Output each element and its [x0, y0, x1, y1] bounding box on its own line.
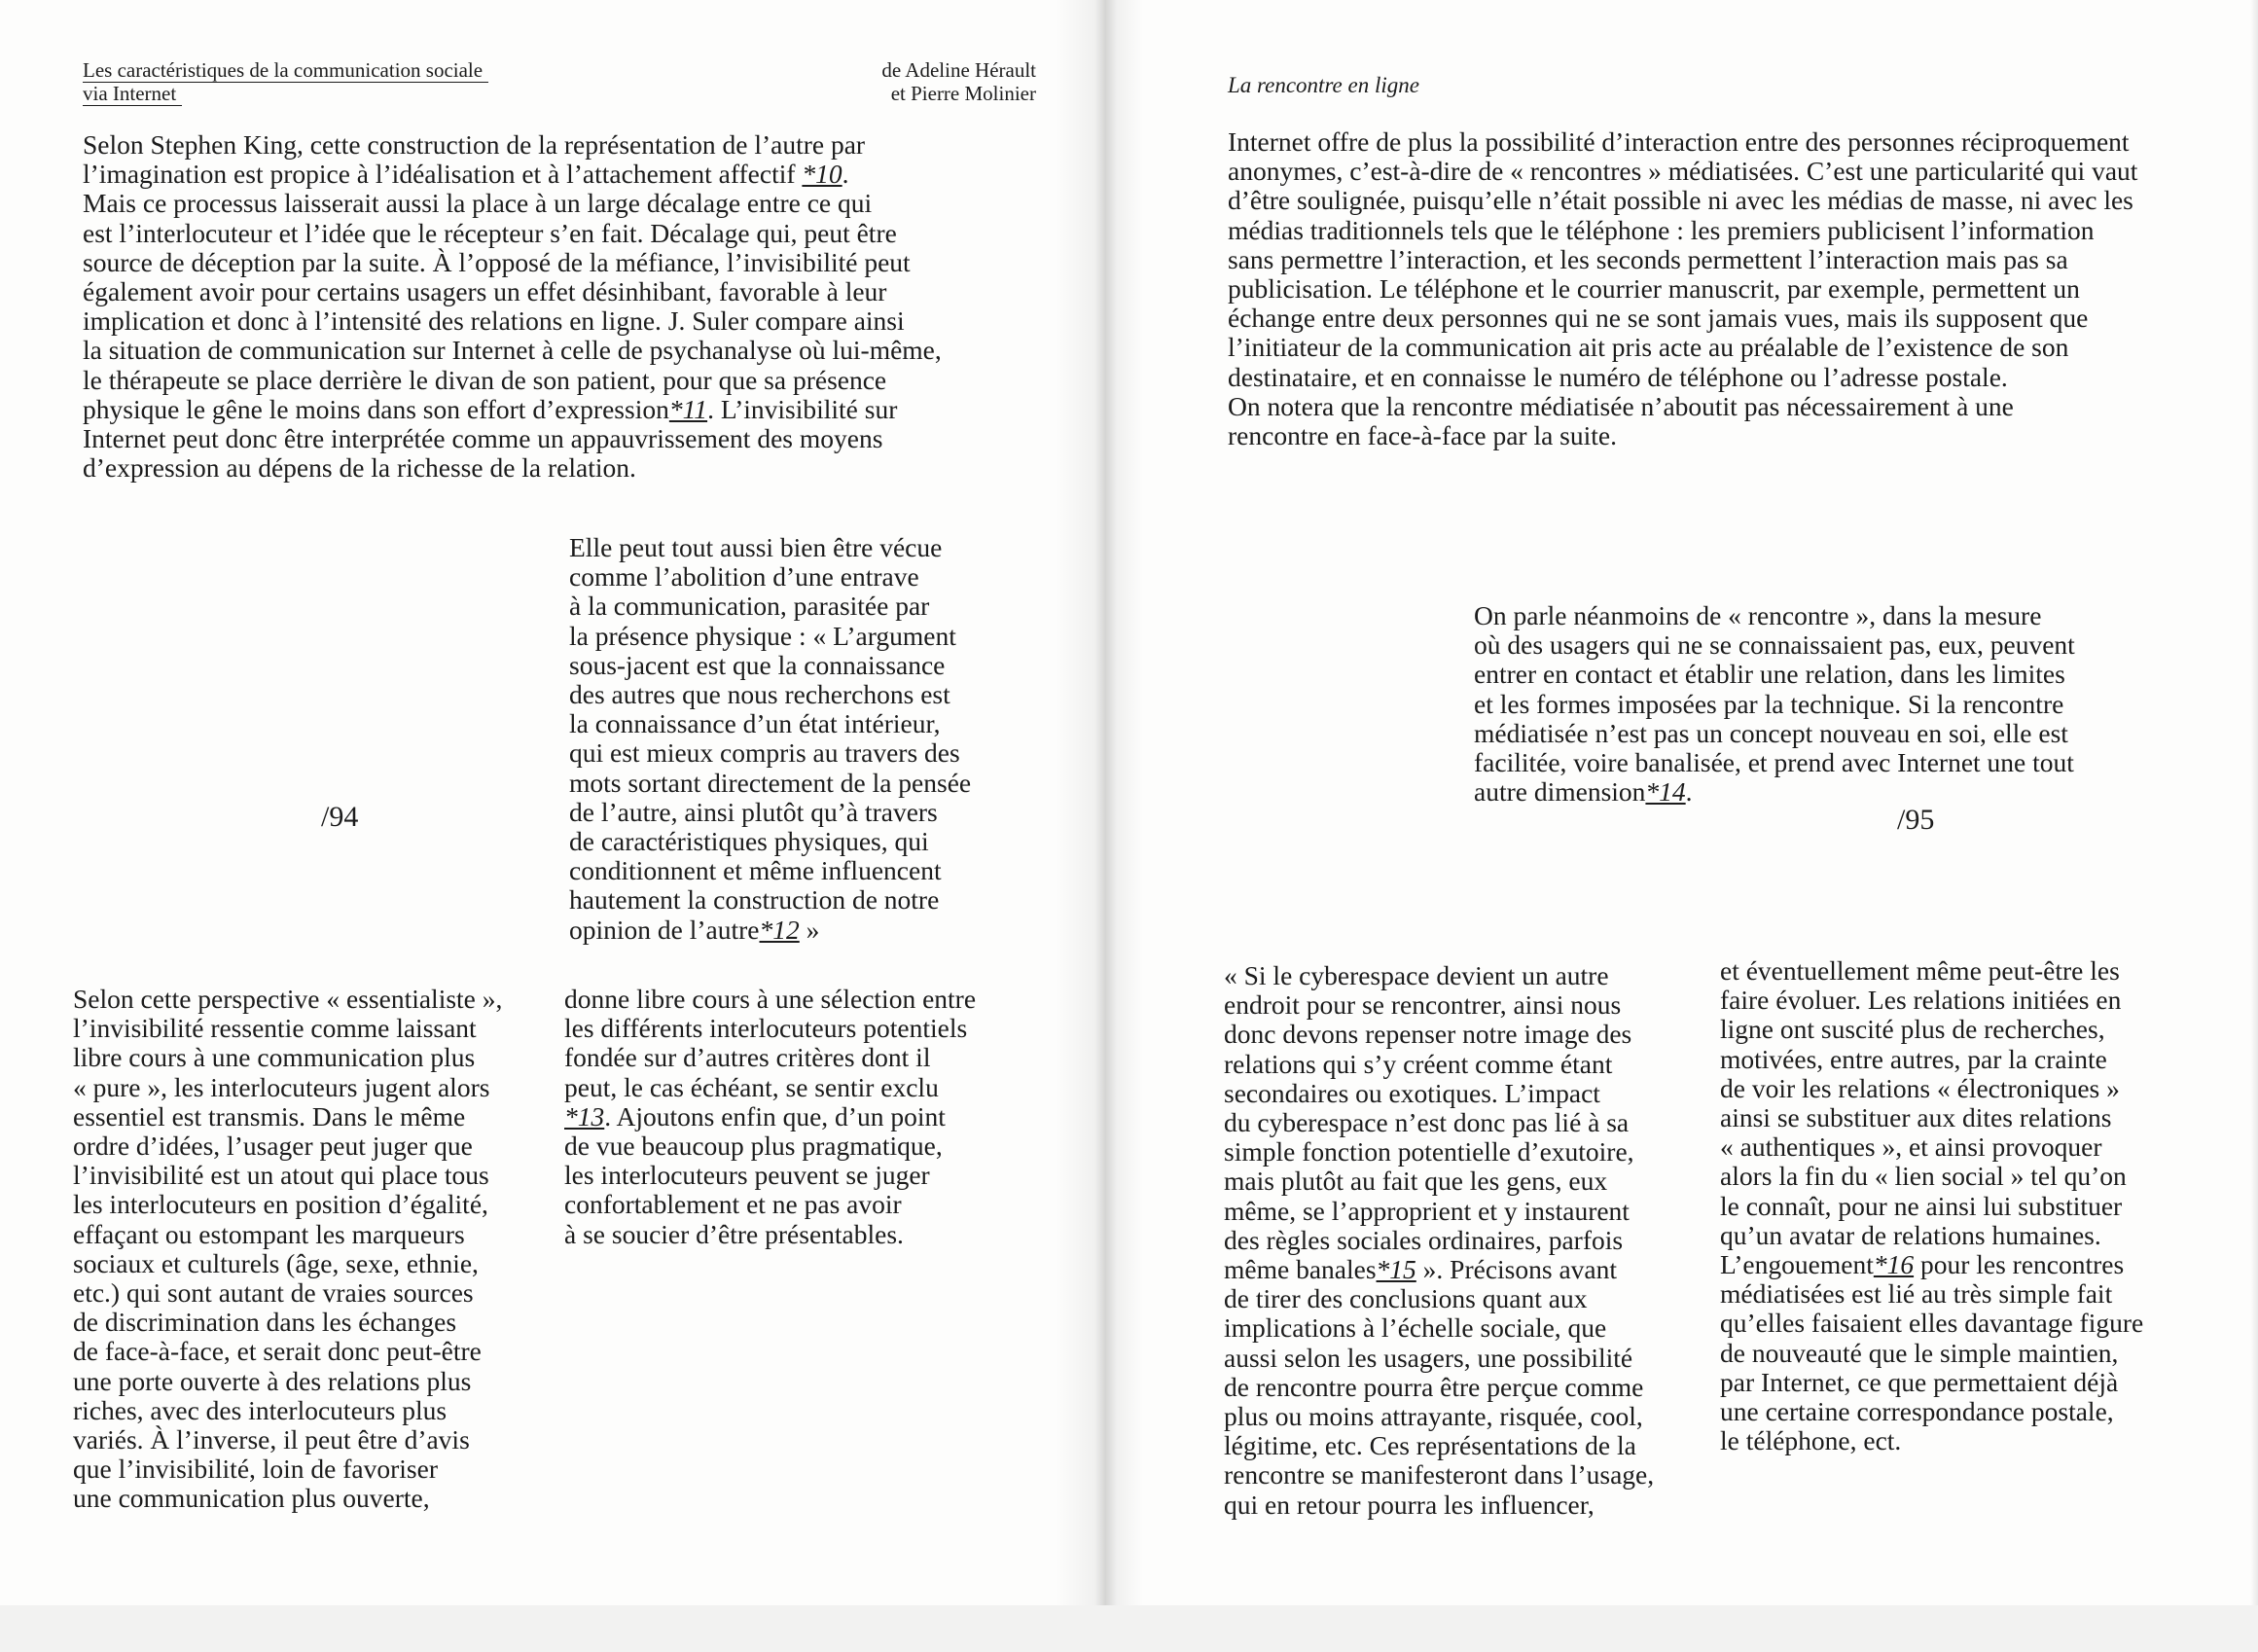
text-line: faire évoluer. Les relations initiées en [1720, 985, 2122, 1016]
left-intro-paragraph [83, 130, 942, 483]
text-line: « Si le cyberespace devient un autre [1224, 960, 1609, 990]
page-edge [2250, 0, 2258, 1605]
text-line: Internet peut donc être interprétée comme un appauvrissement des moyens [83, 423, 883, 454]
text-line: mais plutôt au fait que les gens, eux [1224, 1166, 1608, 1197]
text-line: L’engouement*16 pour les rencontres [1720, 1249, 2125, 1280]
scan-bottom-margin [0, 1605, 2258, 1652]
right-intro-paragraph [1228, 127, 2137, 450]
text-line: riches, avec des interlocuteurs plus [73, 1394, 448, 1425]
text-line: effaçant ou estompant les marqueurs [73, 1218, 465, 1249]
text-line: également avoir pour certains usagers un effet désinhibant, favorable à leur [83, 276, 887, 307]
text-line: de nouveauté que le simple maintien, [1720, 1337, 2119, 1368]
text-line: à la communication, parasitée par [569, 591, 930, 622]
right-bottom-column-1 [1224, 961, 1654, 1520]
text-line: variés. À l’inverse, il peut être d’avis [73, 1424, 470, 1455]
text-line: médiatisées est lié au très simple fait [1720, 1278, 2113, 1310]
text-line: de rencontre pourra être perçue comme [1224, 1371, 1644, 1402]
running-head-line-2: via Internet [83, 82, 182, 106]
text-line: la situation de communication sur Internet à celle de psychanalyse où lui-même, [83, 335, 942, 366]
text-line: sous-jacent est que la connaissance [569, 649, 946, 680]
right-running-head: La rencontre en ligne [1228, 73, 1419, 97]
text-line: mots sortant directement de la pensée [569, 767, 972, 798]
text-line: entrer en contact et établir une relation, dans les limites [1474, 659, 2065, 690]
text-line: et éventuellement même peut-être les [1720, 955, 2120, 986]
footnote-ref-16[interactable]: *16 [1873, 1249, 1915, 1280]
text-line: des règles sociales ordinaires, parfois [1224, 1224, 1624, 1255]
quote-column [569, 533, 971, 945]
text-line: des autres que nous recherchons est [569, 679, 950, 710]
text-line: « authentiques », et ainsi provoquer [1720, 1131, 2102, 1163]
text-line: *13. Ajoutons enfin que, d’un point [564, 1100, 946, 1131]
text-line: Selon Stephen King, cette construction de la représentation de l’autre par [83, 129, 866, 160]
left-bottom-column-1 [73, 985, 502, 1514]
book-gutter-shadow [1056, 0, 1143, 1605]
text-line: On parle néanmoins de « rencontre », dans la mesure [1474, 600, 2042, 630]
text-line: destinataire, et en connaisse le numéro de téléphone ou l’adresse postale. [1228, 361, 2008, 392]
text-line: aussi selon les usagers, une possibilité [1224, 1342, 1633, 1373]
text-line: de vue beaucoup plus pragmatique, [564, 1131, 943, 1162]
text-line: comme l’abolition d’une entrave [569, 561, 919, 593]
text-line: Mais ce processus laisserait aussi la place à un large décalage entre ce qui [83, 188, 873, 219]
page-number-right: /95 [1897, 804, 1935, 836]
text-line: ordre d’idées, l’usager peut juger que [73, 1131, 473, 1162]
author-line-1: de Adeline Hérault [881, 58, 1036, 82]
text-line: plus ou moins attrayante, risquée, cool, [1224, 1401, 1643, 1432]
text-line: conditionnent et même influencent [569, 855, 942, 886]
authors [861, 58, 1036, 105]
text-line: Elle peut tout aussi bien être vécue [569, 532, 943, 562]
text-line: motivées, entre autres, par la crainte [1720, 1043, 2107, 1074]
text-line: implication et donc à l’intensité des relations en ligne. J. Suler compare ainsi [83, 305, 905, 337]
left-running-head [83, 58, 488, 106]
text-line: alors la fin du « lien social » tel qu’on [1720, 1161, 2127, 1192]
text-line: est l’interlocuteur et l’idée que le récepteur s’en fait. Décalage qui, peut être [83, 217, 897, 248]
text-line: ligne ont suscité plus de recherches, [1720, 1014, 2105, 1045]
text-line: même banales*15 ». Précisons avant [1224, 1254, 1617, 1285]
left-bottom-column-2 [564, 985, 976, 1249]
text-line: légitime, etc. Ces représentations de la [1224, 1430, 1636, 1461]
footnote-ref-11[interactable]: *11 [668, 393, 708, 424]
text-line: implications à l’échelle sociale, que [1224, 1312, 1607, 1344]
text-line: l’invisibilité ressentie comme laissant [73, 1013, 477, 1044]
text-line: physique le gêne le moins dans son effort d’expression*11. L’invisibilité sur [83, 393, 898, 424]
text-line: qu’un avatar de relations humaines. [1720, 1219, 2101, 1250]
author-line-2: et Pierre Molinier [890, 82, 1036, 105]
text-line: que l’invisibilité, loin de favoriser [73, 1454, 438, 1485]
text-line: libre cours à une communication plus [73, 1042, 476, 1073]
text-line: rencontre en face-à-face par la suite. [1228, 420, 1617, 451]
text-line: « pure », les interlocuteurs jugent alors [73, 1071, 490, 1102]
text-line: le connaît, pour ne ainsi lui substituer [1720, 1190, 2123, 1221]
text-line: les interlocuteurs peuvent se juger [564, 1160, 930, 1191]
text-line: fondée sur d’autres critères dont il [564, 1042, 931, 1073]
text-line: de tirer des conclusions quant aux [1224, 1283, 1588, 1314]
text-line: où des usagers qui ne se connaissaient pas, eux, peuvent [1474, 629, 2075, 661]
text-line: publicisation. Le téléphone et le courrier manuscrit, par exemple, permettent un [1228, 273, 2080, 305]
text-line: source de déception par la suite. À l’opposé de la méfiance, l’invisibilité peut [83, 246, 911, 277]
text-line: qui en retour pourra les influencer, [1224, 1489, 1595, 1520]
text-line: de face-à-face, et serait donc peut-être [73, 1336, 482, 1367]
text-line: de discrimination dans les échanges [73, 1307, 457, 1338]
text-line: hautement la construction de notre [569, 884, 940, 916]
text-line: médiatisée n’est pas un concept nouveau en soi, elle est [1474, 717, 2068, 748]
text-line: qu’elles faisaient elles davantage figure [1720, 1308, 2144, 1339]
text-line: le thérapeute se place derrière le divan de son patient, pour que sa présence [83, 364, 887, 395]
text-line: le téléphone, ect. [1720, 1425, 1902, 1456]
text-line: ainsi se substituer aux dites relations [1720, 1102, 2112, 1133]
footnote-ref-13[interactable]: *13 [564, 1100, 605, 1131]
text-line: l’invisibilité est un atout qui place tous [73, 1160, 489, 1191]
right-page [1119, 0, 2258, 1605]
running-head-line-1: Les caractéristiques de la communication sociale [83, 58, 488, 83]
text-line: On notera que la rencontre médiatisée n’aboutit pas nécessairement à une [1228, 390, 2014, 421]
text-line: les interlocuteurs en position d’égalité, [73, 1189, 488, 1220]
text-line: rencontre se manifesteront dans l’usage, [1224, 1459, 1655, 1490]
footnote-ref-15[interactable]: *15 [1376, 1254, 1416, 1285]
text-line: relations qui s’y créent comme étant [1224, 1048, 1613, 1079]
text-line: qui est mieux compris au travers des [569, 737, 960, 769]
text-line: Internet offre de plus la possibilité d’interaction entre des personnes réciproquement [1228, 126, 2130, 157]
text-line: de caractéristiques physiques, qui [569, 826, 929, 857]
text-line: la connaissance d’un état intérieur, [569, 708, 941, 739]
text-line: l’initiateur de la communication ait pris acte au préalable de l’existence de son [1228, 332, 2069, 363]
text-line: sociaux et culturels (âge, sexe, ethnie, [73, 1247, 479, 1278]
left-page [0, 0, 1119, 1605]
text-line: échange entre deux personnes qui ne se sont jamais vues, mais ils supposent que [1228, 303, 2089, 334]
footnote-ref-14[interactable]: *14 [1645, 776, 1686, 808]
text-line: une porte ouverte à des relations plus [73, 1365, 472, 1396]
text-line: facilitée, voire banalisée, et prend avec Internet une tout [1474, 747, 2074, 778]
text-line: une communication plus ouverte, [73, 1483, 430, 1514]
text-line: les différents interlocuteurs potentiels [564, 1013, 968, 1044]
text-line: de l’autre, ainsi plutôt qu’à travers [569, 796, 938, 827]
text-line: endroit pour se rencontrer, ainsi nous [1224, 989, 1622, 1021]
text-line: de voir les relations « électroniques » [1720, 1072, 2120, 1103]
footnote-ref-10[interactable]: *10 [802, 159, 842, 190]
text-line: simple fonction potentielle d’exutoire, [1224, 1136, 1634, 1167]
text-line: autre dimension*14. [1474, 776, 1693, 808]
text-line: même, se l’approprient et y instaurent [1224, 1195, 1630, 1226]
text-line: d’expression au dépens de la richesse de la relation. [83, 452, 636, 484]
text-line: une certaine correspondance postale, [1720, 1396, 2114, 1427]
right-middle-paragraph [1474, 601, 2075, 807]
text-line: du cyberespace n’est donc pas lié à sa [1224, 1107, 1630, 1138]
text-line: Selon cette perspective « essentialiste », [73, 984, 503, 1014]
text-line: etc.) qui sont autant de vraies sources [73, 1277, 474, 1309]
text-line: donne libre cours à une sélection entre [564, 984, 977, 1014]
page-number-left: /94 [321, 801, 359, 833]
text-line: secondaires ou exotiques. L’impact [1224, 1077, 1600, 1108]
text-line: à se soucier d’être présentables. [564, 1218, 904, 1249]
text-line: et les formes imposées par la technique. Si la rencontre [1474, 688, 2064, 719]
text-line: donc devons repenser notre image des [1224, 1019, 1632, 1050]
text-line: la présence physique : « L’argument [569, 620, 956, 651]
text-line: par Internet, ce que permettaient déjà [1720, 1366, 2119, 1397]
text-line: confortablement et ne pas avoir [564, 1189, 902, 1220]
text-line: médias traditionnels tels que le téléphone : les premiers publicisent l’information [1228, 214, 2095, 245]
text-line: opinion de l’autre*12 » [569, 914, 820, 945]
text-line: l’imagination est propice à l’idéalisation et à l’attachement affectif *10. [83, 159, 849, 190]
text-line: essentiel est transmis. Dans le même [73, 1100, 466, 1131]
right-bottom-column-2 [1720, 956, 2143, 1455]
text-line: d’être soulignée, puisqu’elle n’était possible ni avec les médias de masse, ni avec les [1228, 185, 2133, 216]
footnote-ref-12[interactable]: *12 [759, 914, 800, 945]
text-line: anonymes, c’est-à-dire de « rencontres » médiatisées. C’est une particularité qui vaut [1228, 156, 2138, 187]
text-line: sans permettre l’interaction, et les seconds permettent l’interaction mais pas sa [1228, 243, 2068, 274]
text-line: peut, le cas échéant, se sentir exclu [564, 1071, 939, 1102]
